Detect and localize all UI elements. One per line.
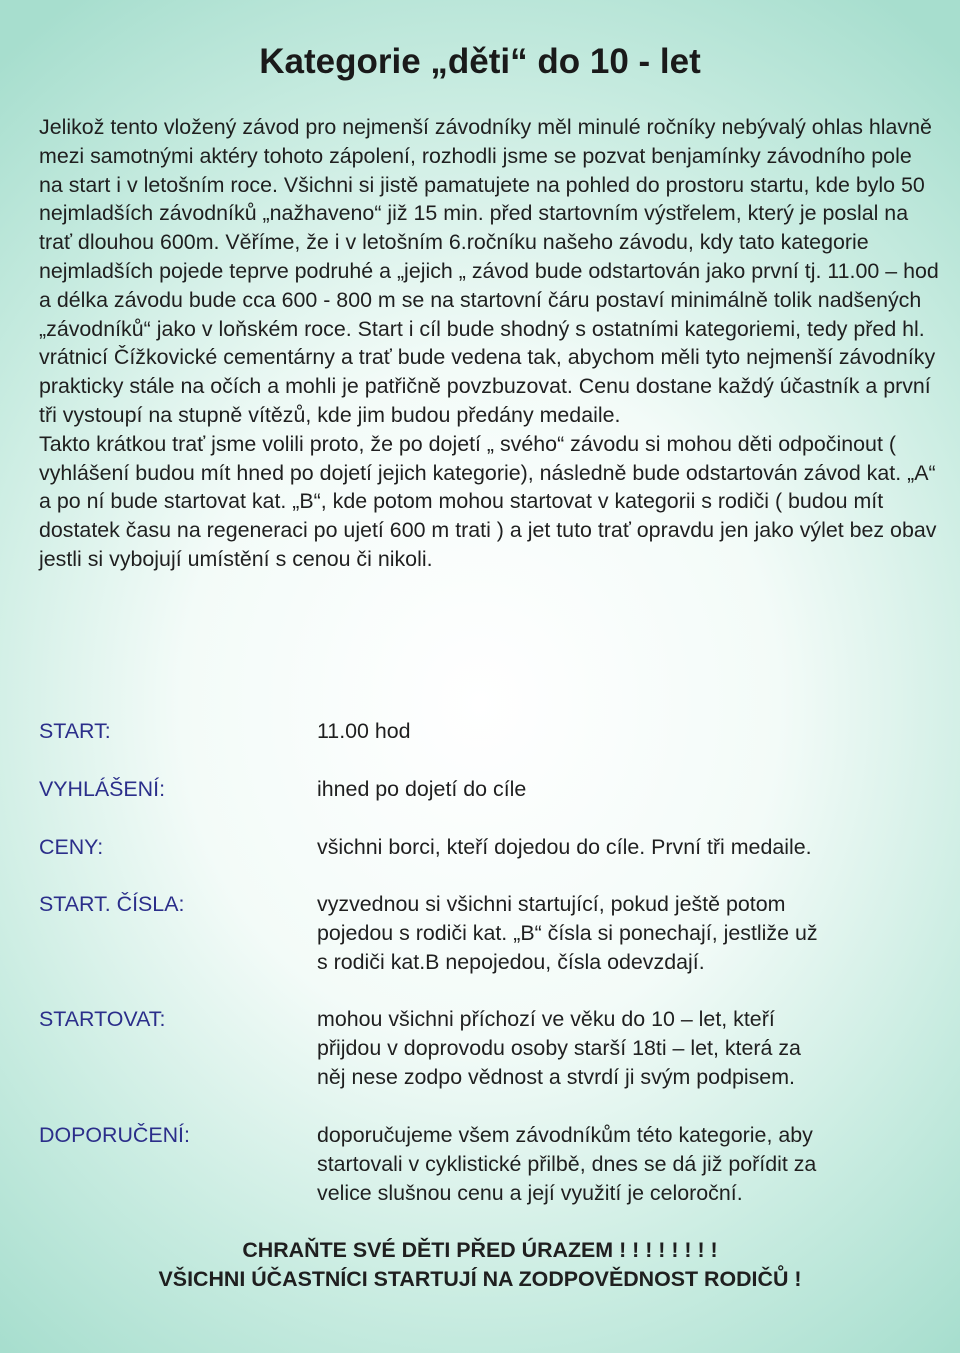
info-value [317, 890, 937, 976]
info-value-line: s rodiči kat.B nepojedou, čísla odevzdají. [317, 949, 705, 974]
info-value [317, 1121, 937, 1207]
info-label: VYHLÁŠENÍ: [39, 777, 166, 801]
info-value-line: vyzvednou si všichni startující, pokud ještě potom [317, 892, 786, 916]
info-value-line: přijdou v doprovodu osoby starší 18ti – let, která za [317, 1035, 801, 1060]
info-label: DOPORUČENÍ: [39, 1123, 190, 1147]
intro-paragraph-1: Jelikož tento vložený závod pro nejmenší závodníky měl minulé ročníky nebývalý ohlas hlavně mezi samotnými aktéry tohoto zápolení, rozhodli jsme se pozvat benjamínky závodního pole na start i v letošním roce. Všichni si jistě pamatujete na pohled do prostoru startu, kde bylo 50 nejmladších závodníků „nažhaveno“ již 15 min. před startovním výstřelem, který je poslal na trať dlouhou 600m. Věříme, že i v letošním 6.ročníku našeho závodu, kdy tato kategorie nejmladších pojede teprve podruhé a „jejich „ závod bude odstartován jako první tj. 11.00 – hod a délka závodu bude cca 600 - 800 m se na startovní čáru postaví minimálně tolik nadšených „závodníků“ jako v loňském roce. Start i cíl bude shodný s ostatními kategoriemi, tedy před hl. vrátnicí Čížkovické cementárny a trať bude vedena tak, abychom měli tyto nejmenší závodníky prakticky stále na očích a mohli je patřičně povzbuzovat. Cenu dostane každý účastník a první tři vystoupí na stupně vítězů, kde jim budou předány medaile. [39, 115, 939, 427]
footer-warning: CHRAŇTE SVÉ DĚTI PŘED ÚRAZEM ! ! ! ! ! ! ! ! [242, 1238, 718, 1262]
footer-disclaimer: VŠICHNI ÚČASTNÍCI STARTUJÍ NA ZODPOVĚDNOST RODIČŮ ! [158, 1267, 802, 1291]
intro-paragraph-2: Takto krátkou trať jsme volili proto, že po dojetí „ svého“ závodu si mohou děti odpočinout ( vyhlášení budou mít hned po dojetí jejich kategorie), následně bude odstartován závod kat. „A“ a po ní bude startovat kat. „B“, kde potom mohou startovat v kategorii s rodiči ( budou mít dostatek času na regeneraci po ujetí 600 m trati ) a jet tuto trať opravdu jen jako výlet bez obav jestli si vybojují umístění s cenou či nikoli. [39, 431, 937, 571]
info-value-line: mohou všichni příchozí ve věku do 10 – let, kteří [317, 1007, 775, 1031]
info-value [317, 1005, 937, 1091]
page-title: Kategorie „děti“ do 10 - let [259, 42, 701, 81]
info-value [317, 833, 937, 862]
info-value-line: ihned po dojetí do cíle [317, 777, 527, 801]
info-value-line: všichni borci, kteří dojedou do cíle. První tři medaile. [317, 835, 812, 859]
info-value-line: pojedou s rodiči kat. „B“ čísla si ponechají, jestliže už [317, 920, 818, 945]
info-value-line: velice slušnou cenu a její využití je celoroční. [317, 1180, 743, 1205]
info-value-line: startovali v cyklistické přilbě, dnes se dá již pořídit za [317, 1151, 817, 1176]
intro-text [39, 113, 939, 574]
info-label: START. ČÍSLA: [39, 892, 185, 916]
info-value [317, 717, 937, 746]
info-value-line: doporučujeme všem závodníkům této kategorie, aby [317, 1123, 813, 1147]
info-label: STARTOVAT: [39, 1007, 166, 1031]
info-value-line: něj nese zodpo vědnost a stvrdí ji svým podpisem. [317, 1064, 795, 1089]
info-label: START: [39, 719, 111, 743]
info-value [317, 775, 937, 804]
info-label: CENY: [39, 835, 104, 859]
info-value-line: 11.00 hod [317, 719, 411, 743]
